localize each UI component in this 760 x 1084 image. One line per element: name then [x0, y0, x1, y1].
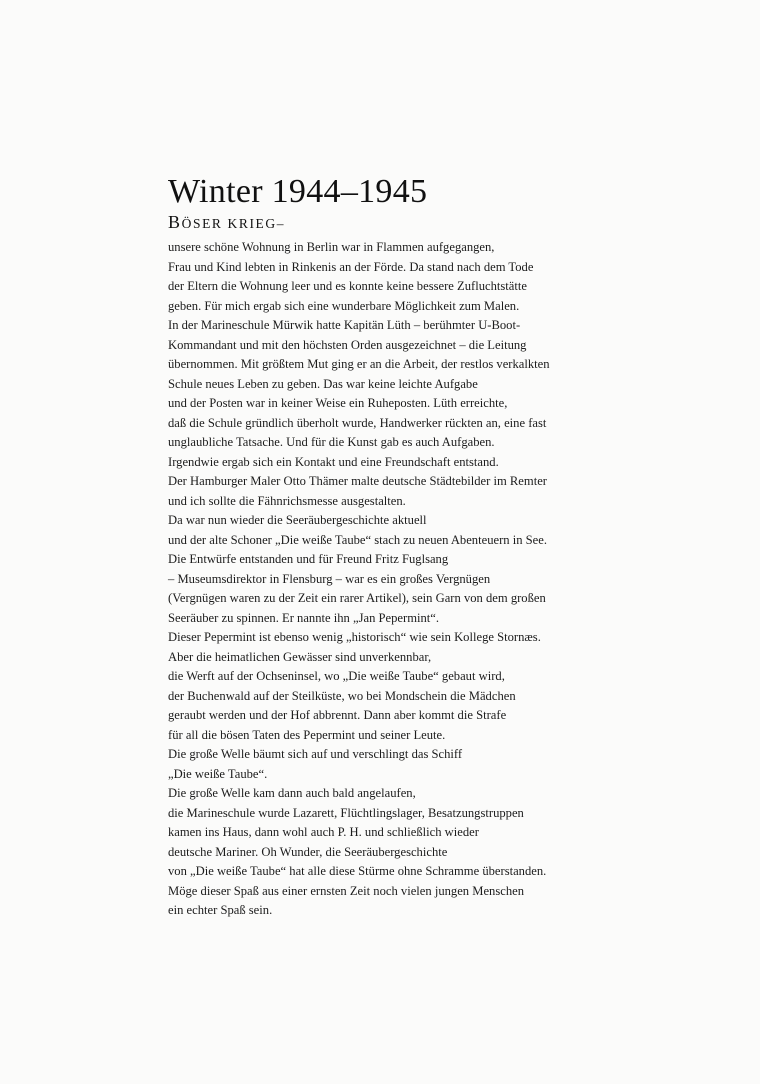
text-line: geraubt werden und der Hof abbrennt. Dann aber kommt die Strafe [168, 708, 507, 722]
text-line: unsere schöne Wohnung in Berlin war in Flammen aufgegangen, [168, 240, 495, 254]
text-line: Der Hamburger Maler Otto Thämer malte deutsche Städtebilder im Remter [168, 474, 547, 488]
text-line: Irgendwie ergab sich ein Kontakt und eine Freundschaft entstand. [168, 454, 499, 469]
text-line: Die Entwürfe entstanden und für Freund Fritz Fuglsang [168, 552, 449, 566]
text-line: Schule neues Leben zu geben. Das war keine leichte Aufgabe [168, 376, 478, 391]
text-line: unglaubliche Tatsache. Und für die Kunst gab es auch Aufgaben. [168, 435, 495, 449]
text-line: von „Die weiße Taube“ hat alle diese Stürme ohne Schramme überstanden. [168, 864, 547, 878]
text-line: Seeräuber zu spinnen. Er nannte ihn „Jan Pepermint“. [168, 610, 440, 625]
text-line: und der Posten war in keiner Weise ein Ruheposten. Lüth erreichte, [168, 396, 508, 410]
page-title: Winter 1944–1945 [168, 172, 428, 210]
text-line: deutsche Mariner. Oh Wunder, die Seeräubergeschichte [168, 844, 448, 859]
text-line: Kommandant und mit den höchsten Orden ausgezeichnet – die Leitung [168, 337, 527, 352]
text-line: daß die Schule gründlich überholt wurde, Handwerker rückten an, eine fast [168, 415, 547, 430]
text-line: geben. Für mich ergab sich eine wunderbare Möglichkeit zum Malen. [168, 298, 520, 313]
text-line: Aber die heimatlichen Gewässer sind unverkennbar, [168, 649, 432, 664]
text-line: der Buchenwald auf der Steilküste, wo bei Mondschein die Mädchen [168, 688, 516, 703]
text-line: – Museumsdirektor in Flensburg – war es ein großes Vergnügen [168, 571, 491, 586]
text-line: Die große Welle bäumt sich auf und verschlingt das Schiff [168, 747, 463, 761]
text-line: und ich sollte die Fähnrichsmesse ausgestalten. [168, 493, 406, 508]
text-line: die Marineschule wurde Lazarett, Flüchtlingslager, Besatzungstruppen [168, 805, 524, 820]
text-line: Frau und Kind lebten in Rinkenis an der Förde. Da stand nach dem Tode [168, 259, 534, 274]
body-text [168, 238, 608, 921]
text-line: und der alte Schoner „Die weiße Taube“ stach zu neuen Abenteuern in See. [168, 532, 547, 547]
text-line: ein echter Spaß sein. [168, 903, 273, 917]
text-line: Da war nun wieder die Seeräubergeschichte aktuell [168, 513, 427, 527]
text-line: für all die bösen Taten des Pepermint und seiner Leute. [168, 727, 446, 742]
text-line: übernommen. Mit größtem Mut ging er an die Arbeit, der restlos verkalkten [168, 357, 550, 371]
text-line: (Vergnügen waren zu der Zeit ein rarer Artikel), sein Garn von dem großen [168, 591, 546, 605]
heading-rest: ÖSER KRIEG– [181, 216, 286, 231]
text-line: „Die weiße Taube“. [168, 766, 268, 781]
text-line: die Werft auf der Ochseninsel, wo „Die weiße Taube“ gebaut wird, [168, 669, 505, 683]
text-line: der Eltern die Wohnung leer und es konnte keine bessere Zufluchtstätte [168, 279, 527, 293]
text-line: Die große Welle kam dann auch bald angelaufen, [168, 786, 416, 800]
section-heading [168, 212, 285, 233]
text-line: Dieser Pepermint ist ebenso wenig „historisch“ wie sein Kollege Stornæs. [168, 630, 541, 644]
text-line: kamen ins Haus, dann wohl auch P. H. und schließlich wieder [168, 825, 479, 839]
heading-initial: B [168, 212, 182, 232]
text-line: In der Marineschule Mürwik hatte Kapitän Lüth – berühmter U-Boot- [168, 318, 521, 332]
text-line: Möge dieser Spaß aus einer ernsten Zeit noch vielen jungen Menschen [168, 883, 525, 898]
